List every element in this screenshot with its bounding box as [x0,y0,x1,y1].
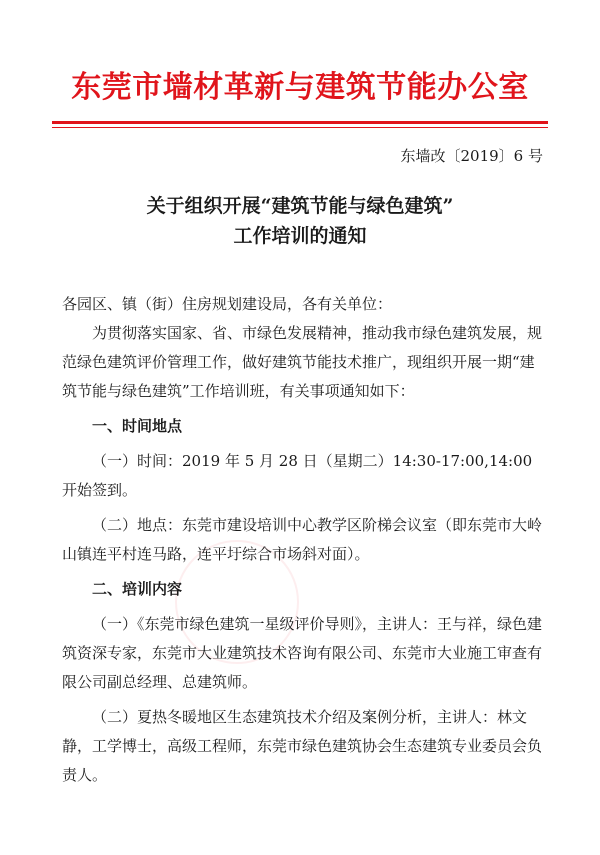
item-location: （二）地点：东莞市建设培训中心教学区阶梯会议室（即东莞市大岭山镇连平村连马路，连平圩综合市场斜对面）。 [62,516,543,563]
notice-body [62,290,542,790]
section-heading-time-location: 一、时间地点 [92,417,183,435]
item-lecture-2: （二）夏热冬暖地区生态建筑技术介绍及案例分析，主讲人：林文静，工学博士，高级工程师，东莞市绿色建筑协会生态建筑专业委员会负责人。 [62,708,543,784]
item-lecture-1: （一）《东莞市绿色建筑一星级评价导则》，主讲人：王与祥，绿色建筑资深专家，东莞市大业建筑技术咨询有限公司、东莞市大业施工审查有限公司副总经理、总建筑师。 [62,615,543,691]
section-heading-training-content: 二、培训内容 [92,580,183,598]
salutation: 各园区、镇（街）住房规划建设局，各有关单位： [62,295,393,313]
item-time: （一）时间：2019 年 5 月 28 日（星期二）14:30-17:00,14:00 开始签到。 [62,452,533,499]
header-red-rule-thin [52,127,548,128]
document-number: 东墙改〔2019〕6 号 [400,147,543,165]
intro-paragraph: 为贯彻落实国家、省、市绿色发展精神，推动我市绿色建筑发展，规范绿色建筑评价管理工作，做好建筑节能技术推广，现组织开展一期“建筑节能与绿色建筑”工作培训班，有关事项通知如下： [62,324,543,400]
organization-header: 东莞市墙材革新与建筑节能办公室 [71,70,529,105]
header-red-rule-thick [52,121,548,124]
notice-title [0,191,600,251]
notice-title-line-1: 关于组织开展“建筑节能与绿色建筑” [146,195,454,217]
notice-title-line-2: 工作培训的通知 [233,225,367,247]
